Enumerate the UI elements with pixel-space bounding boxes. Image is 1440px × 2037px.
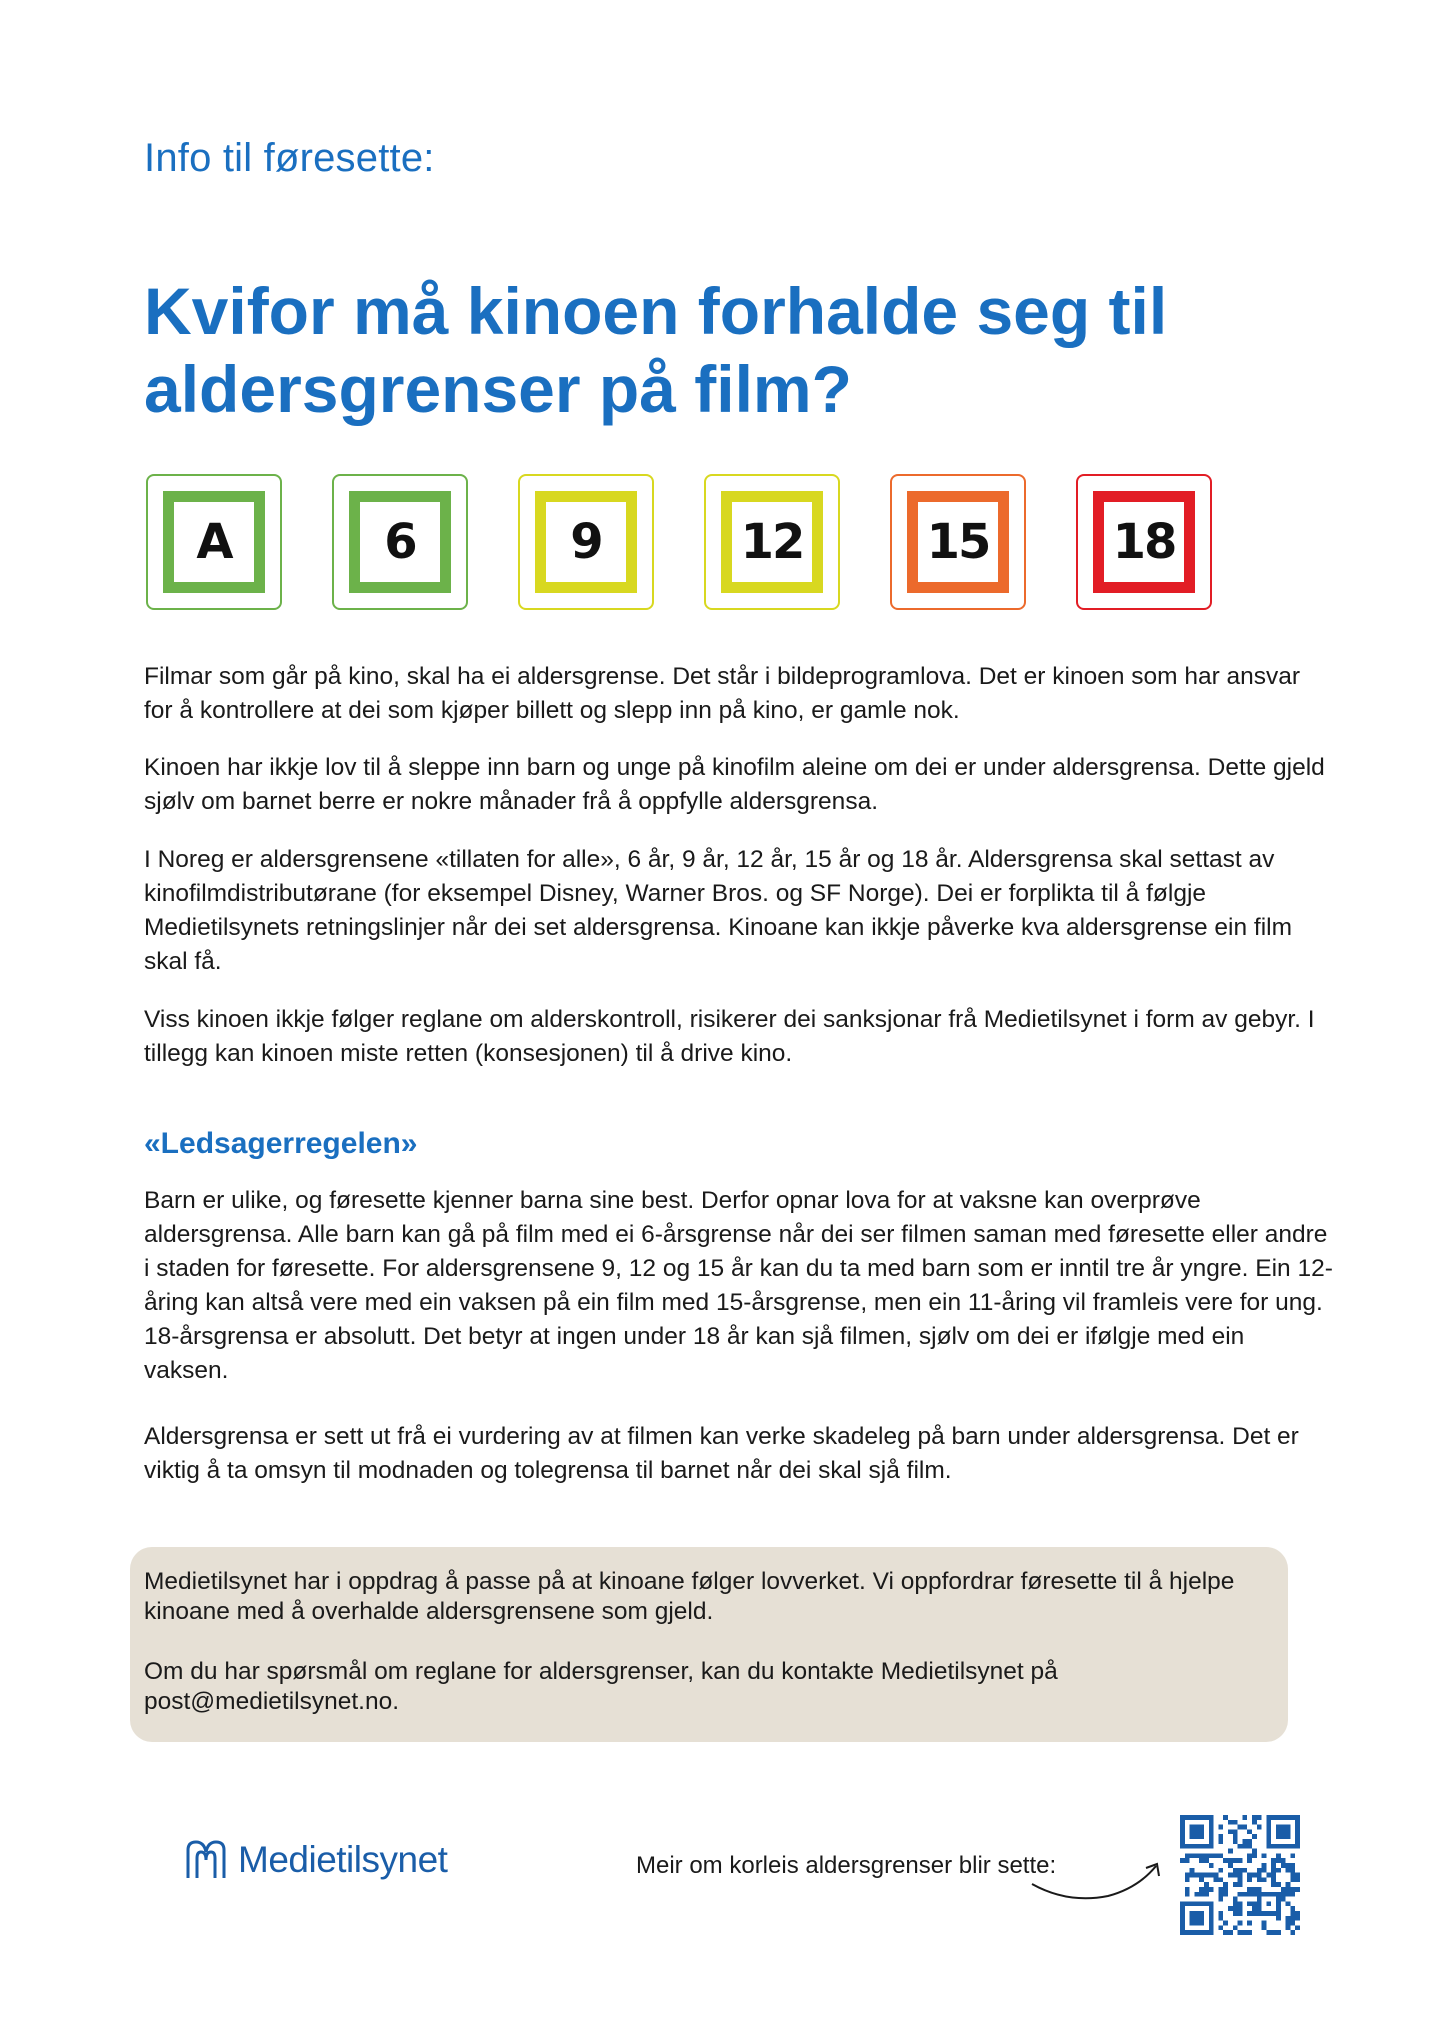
age-rating-12 — [704, 474, 840, 610]
age-rating-label: 12 — [721, 491, 823, 593]
paragraph-sanctions: Viss kinoen ikkje følger reglane om alderskontroll, risikerer dei sanksjonar frå Medietilsynet i form av gebyr. I tillegg kan kinoen miste retten (konsesjonen) til å drive kino. — [144, 1006, 1315, 1067]
age-rating-label: 15 — [907, 491, 1009, 593]
medietilsynet-logo[interactable] — [184, 1838, 447, 1882]
paragraph-norway-limits: I Noreg er aldersgrensene «tillaten for alle», 6 år, 9 år, 12 år, 15 år og 18 år. Aldersgrensa skal settast av kinofilmdistributørane (for eksempel Disney, Warner Bros. og SF Norge). Dei er forplikta til å følgje Medietilsynets retningslinjer når dei set aldersgrensa. Kinoane kan ikkje påverke kva aldersgrense ein film skal få. — [144, 846, 1293, 975]
eyebrow-label: Info til føresette: — [144, 136, 435, 180]
paragraph-ledsager: Barn er ulike, og føresette kjenner barna sine best. Derfor opnar lova for at vaksne kan overprøve aldersgrensa. Alle barn kan gå på film med ei 6-årsgrense når dei ser filmen saman med føresette eller andre i staden for føresette. For aldersgrensene 9, 12 og 15 år kan du ta med barn som er inntil tre år yngre. Ein 12-åring kan altså vere med ein vaksen på ein film med 15-årsgrense, men ein 11-åring vil framleis vere for ung. 18-årsgrensa er absolutt. Det betyr at ingen under 18 år kan sjå filmen, sjølv om dei er ifølgje med ein vaksen. — [144, 1187, 1333, 1384]
arrow-icon — [1028, 1858, 1168, 1908]
age-rating-15 — [890, 474, 1026, 610]
medietilsynet-logo-icon — [184, 1838, 228, 1882]
info-box-text-1: Medietilsynet har i oppdrag å passe på at kinoane følger lovverket. Vi oppfordrar føresette til å hjelpe kinoane med å overhalde aldersgrensene som gjeld. — [144, 1568, 1235, 1625]
ledsager-heading: «Ledsagerregelen» — [144, 1127, 418, 1160]
paragraph-intro: Filmar som går på kino, skal ha ei aldersgrense. Det står i bildeprogramlova. Det er kinoen som har ansvar for å kontrollere at dei som kjøper billett og slepp inn på kino, er gamle nok. — [144, 663, 1301, 724]
age-rating-label: 6 — [349, 491, 451, 593]
qr-code-icon[interactable] — [1180, 1815, 1300, 1935]
paragraph-underage: Kinoen har ikkje lov til å sleppe inn barn og unge på kinofilm aleine om dei er under aldersgrensa. Dette gjeld sjølv om barnet berre er nokre månader frå å oppfylle aldersgrensa. — [144, 754, 1325, 815]
info-box-text-2[interactable]: Om du har spørsmål om reglane for aldersgrenser, kan du kontakte Medietilsynet på post@medietilsynet.no. — [144, 1658, 1058, 1715]
age-rating-a — [146, 474, 282, 610]
age-rating-6 — [332, 474, 468, 610]
logo-text: Medietilsynet — [238, 1839, 448, 1880]
age-rating-label: A — [163, 491, 265, 593]
info-box — [130, 1547, 1288, 1742]
more-info-text: Meir om korleis aldersgrenser blir sette: — [636, 1852, 1057, 1879]
age-rating-9 — [518, 474, 654, 610]
age-rating-row — [146, 474, 1212, 610]
age-rating-label: 18 — [1093, 491, 1195, 593]
paragraph-assessment: Aldersgrensa er sett ut frå ei vurdering av at filmen kan verke skadeleg på barn under aldersgrensa. Det er viktig å ta omsyn til modnaden og tolegrensa til barnet når dei skal sjå film. — [144, 1423, 1299, 1484]
age-rating-label: 9 — [535, 491, 637, 593]
age-rating-18 — [1076, 474, 1212, 610]
page-title: Kvifor må kinoen forhalde seg til aldersgrenser på film? — [144, 274, 1168, 426]
